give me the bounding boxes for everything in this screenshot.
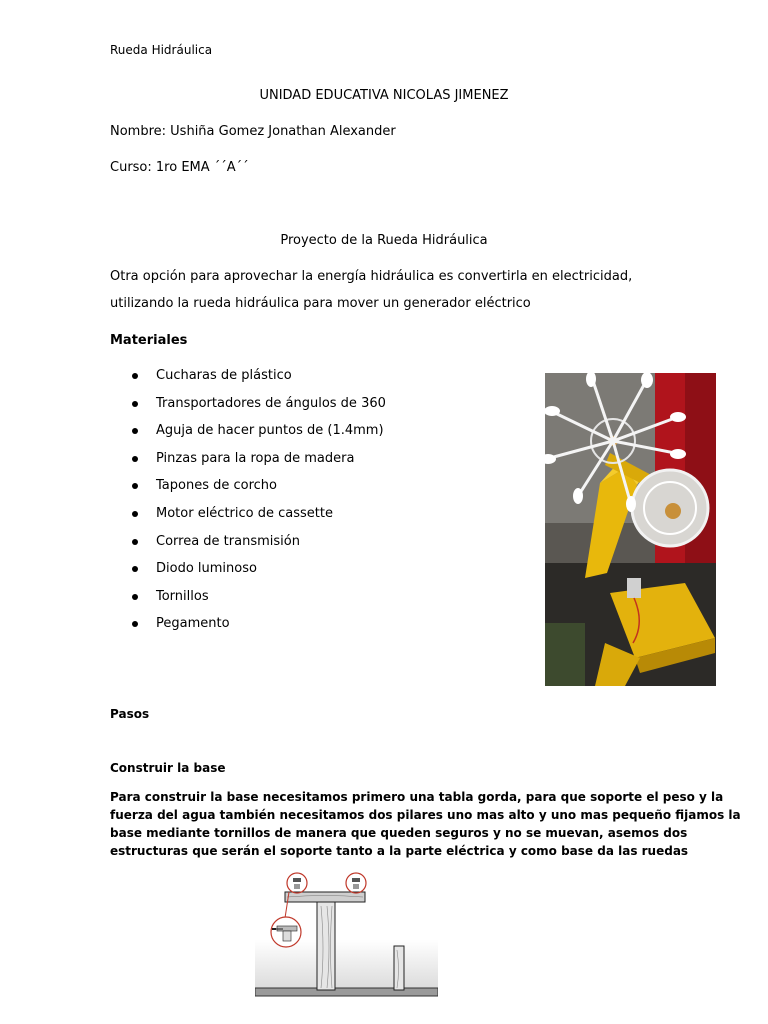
bullet-icon [132, 373, 138, 379]
list-item: Aguja de hacer puntos de (1.4mm) [110, 417, 386, 445]
list-item: Pinzas para la ropa de madera [110, 445, 386, 473]
bullet-icon [132, 566, 138, 572]
course-line: Curso: 1ro EMA ´´A´´ [110, 160, 249, 175]
list-item: Transportadores de ángulos de 360 [110, 390, 386, 418]
bullet-icon [132, 401, 138, 407]
build-base-line-4: estructuras que serán el soporte tanto a la parte eléctrica y como base da las ruedas [110, 844, 689, 858]
list-item: Motor eléctrico de cassette [110, 500, 386, 528]
build-base-heading: Construir la base [110, 761, 226, 775]
school-name: UNIDAD EDUCATIVA NICOLAS JIMENEZ [259, 88, 509, 103]
list-item: Correa de transmisión [110, 528, 386, 556]
list-item: Tapones de corcho [110, 472, 386, 500]
bullet-icon [132, 594, 138, 600]
bullet-icon [132, 456, 138, 462]
bullet-icon [132, 483, 138, 489]
steps-heading: Pasos [110, 707, 150, 721]
bullet-icon [132, 539, 138, 545]
build-base-line-3: base mediante tornillos de manera que queden seguros y no se muevan, asemos dos [110, 826, 688, 840]
list-item: Tornillos [110, 583, 386, 611]
project-title: Proyecto de la Rueda Hidráulica [280, 233, 488, 248]
base-diagram [255, 870, 438, 1000]
build-base-line-2: fuerza del agua también necesitamos dos pilares uno mas alto y uno mas pequeño fijamos la [110, 808, 741, 822]
intro-line-1: Otra opción para aprovechar la energía hidráulica es convertirla en electricidad, [110, 269, 633, 284]
build-base-line-1: Para construir la base necesitamos primero una tabla gorda, para que soporte el peso y la [110, 790, 724, 804]
materials-heading: Materiales [110, 333, 188, 348]
list-item: Pegamento [110, 610, 386, 638]
bullet-icon [132, 428, 138, 434]
bullet-icon [132, 511, 138, 517]
list-item: Diodo luminoso [110, 555, 386, 583]
running-header: Rueda Hidráulica [110, 43, 213, 57]
student-name: Nombre: Ushiña Gomez Jonathan Alexander [110, 124, 396, 139]
intro-line-2: utilizando la rueda hidráulica para mover un generador eléctrico [110, 296, 531, 311]
list-item: Cucharas de plástico [110, 362, 386, 390]
bullet-icon [132, 621, 138, 627]
materials-list [110, 362, 386, 638]
water-wheel-photo [545, 373, 716, 686]
